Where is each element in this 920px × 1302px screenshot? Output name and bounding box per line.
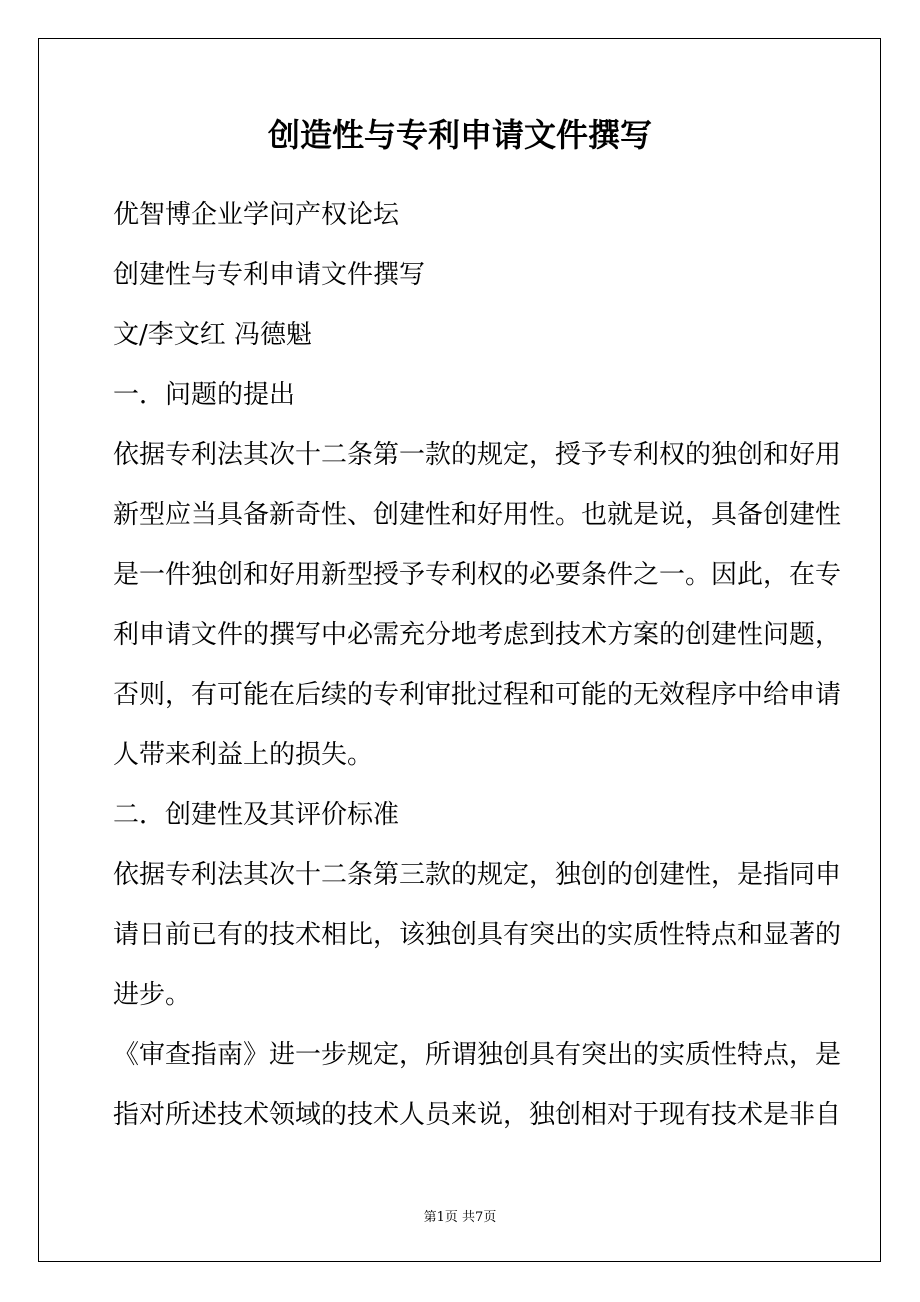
article-title: 创建性与专利申请文件撰写 — [113, 260, 426, 290]
paragraph-line: 是一件独创和好用新型授予专利权的必要条件之一。因此，在专 — [113, 560, 842, 590]
document-title: 创造性与专利申请文件撰写 — [267, 116, 652, 154]
paragraph-line: 否则，有可能在后续的专利审批过程和可能的无效程序中给申请 — [113, 680, 842, 710]
paragraph-line: 依据专利法其次十二条第一款的规定，授予专利权的独创和好用 — [113, 440, 842, 470]
section-heading-1: 一．问题的提出 — [113, 380, 296, 410]
section-heading-2: 二．创建性及其评价标准 — [113, 800, 400, 830]
paragraph-line: 《审查指南》进一步规定，所谓独创具有突出的实质性特点，是 — [113, 1040, 842, 1070]
paragraph-line: 进步。 — [113, 980, 192, 1010]
paragraph-line: 指对所述技术领域的技术人员来说，独创相对于现有技术是非自 — [113, 1100, 842, 1130]
paragraph-line: 人带来利益上的损失。 — [113, 740, 374, 770]
paragraph-line: 新型应当具备新奇性、创建性和好用性。也就是说，具备创建性 — [113, 500, 842, 530]
authors: 文/李文红 冯德魁 — [113, 320, 313, 350]
paragraph-line: 依据专利法其次十二条第三款的规定，独创的创建性，是指同申 — [113, 860, 842, 890]
document-body — [113, 185, 842, 1145]
forum-name: 优智博企业学问产权论坛 — [113, 200, 400, 230]
page-number: 第1页 共7页 — [423, 1210, 497, 1225]
paragraph-line: 请日前已有的技术相比，该独创具有突出的实质性特点和显著的 — [113, 920, 842, 950]
paragraph-line: 利申请文件的撰写中必需充分地考虑到技术方案的创建性问题， — [113, 620, 842, 650]
